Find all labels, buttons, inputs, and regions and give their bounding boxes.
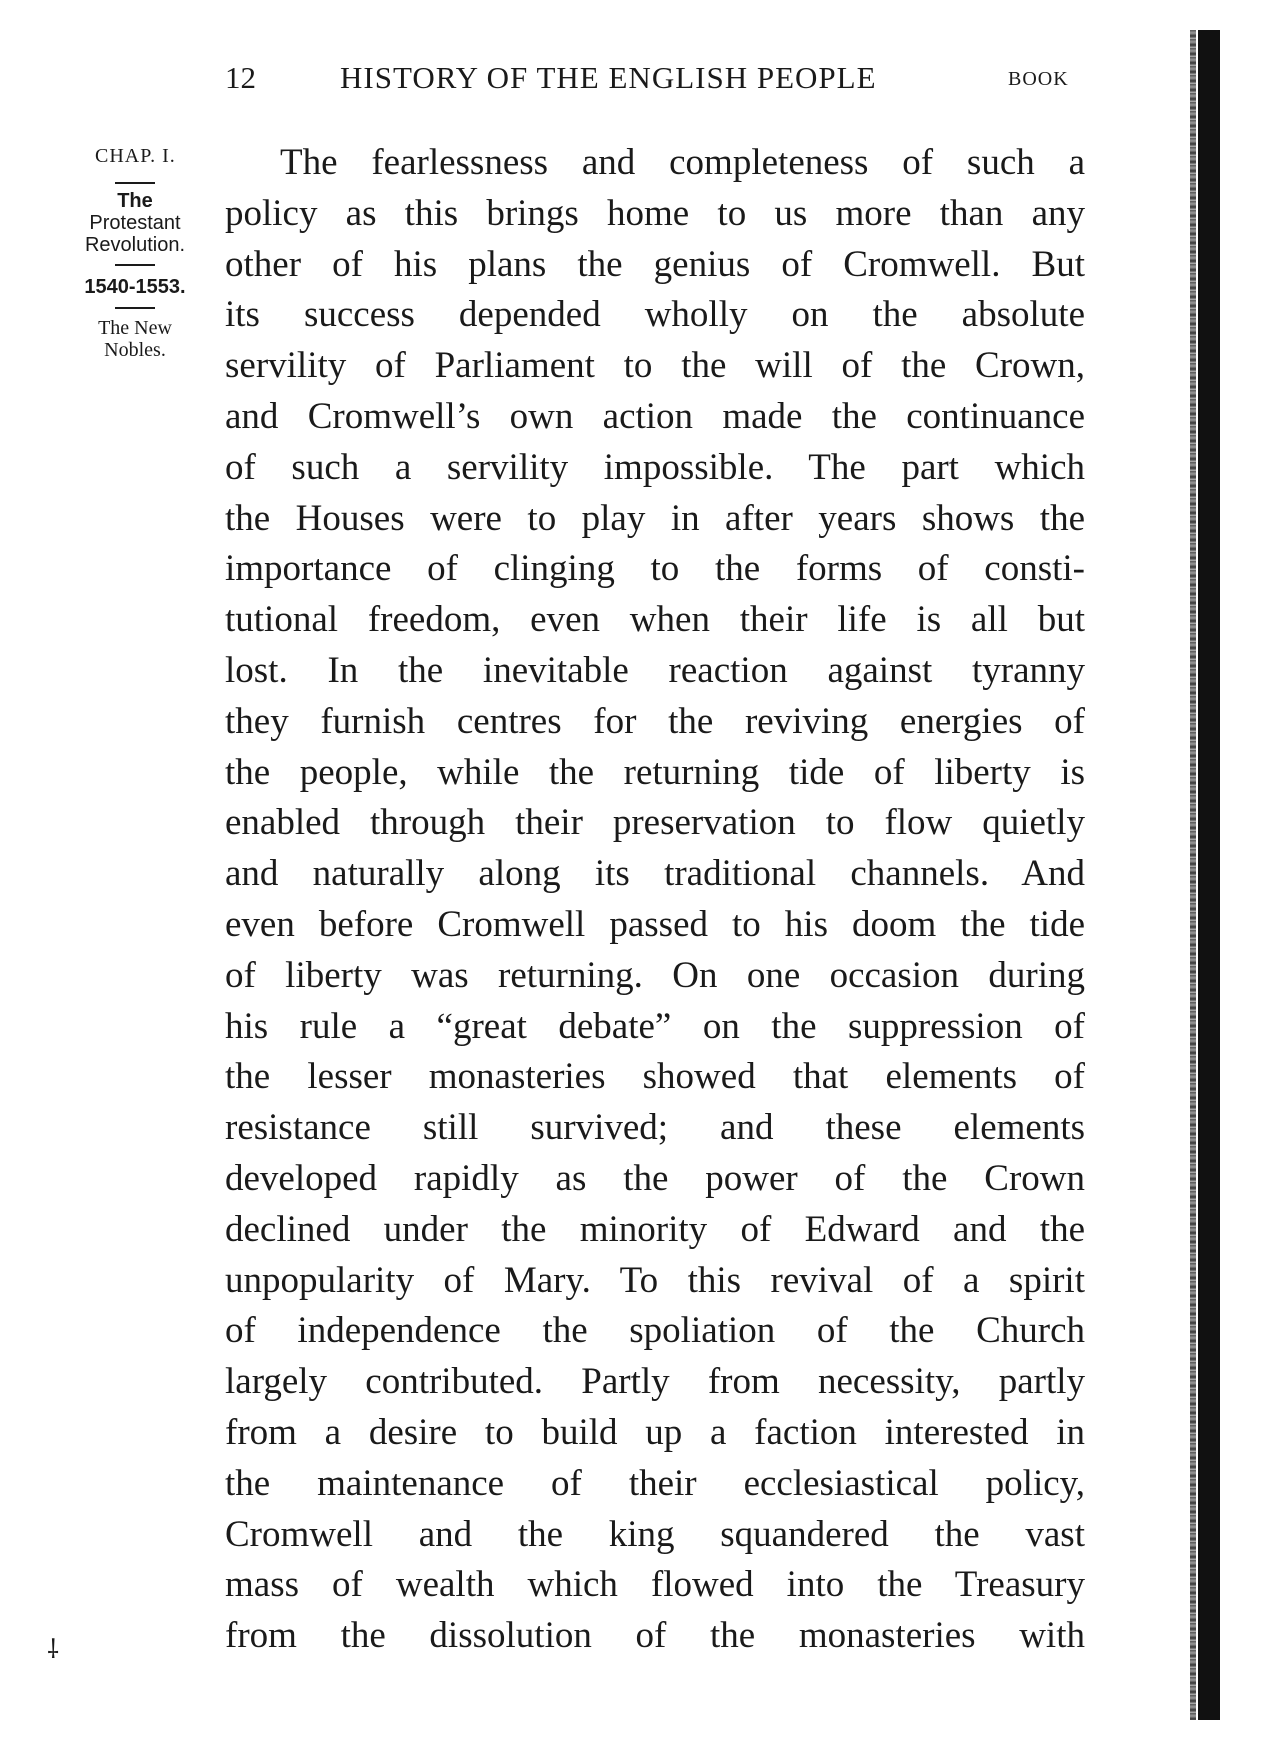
running-title: HISTORY OF THE ENGLISH PEOPLE	[340, 60, 877, 95]
text-line: resistance still survived; and these elements	[225, 1107, 1085, 1149]
text-line: lost. In the inevitable reaction against tyranny	[225, 649, 1085, 691]
subtopic-line: The New	[98, 317, 172, 339]
text-line: enabled through their preservation to flow quietly	[225, 802, 1085, 844]
text-line: servility of Parliament to the will of the Crown,	[225, 345, 1085, 387]
text-line: other of his plans the genius of Cromwell. But	[225, 243, 1085, 285]
text-line: the maintenance of their ecclesiastical policy,	[225, 1462, 1085, 1504]
text-line: of independence the spoliation of the Church	[225, 1310, 1085, 1352]
text-line: mass of wealth which flowed into the Treasury	[225, 1564, 1085, 1606]
text-line: they furnish centres for the reviving energies of	[225, 700, 1085, 742]
scan-edge-shadow	[1190, 30, 1196, 1720]
ink-mark: ⸸	[47, 1635, 60, 1665]
text-line: its success depended wholly on the absolute	[225, 294, 1085, 336]
section-label: BOOK	[1008, 68, 1069, 90]
text-line: The fearlessness and completeness of such a	[280, 142, 1085, 183]
text-line: tutional freedom, even when their life is all but	[225, 599, 1085, 641]
text-line: Cromwell and the king squandered the vast	[225, 1513, 1085, 1555]
text-line: from a desire to build up a faction interested in	[225, 1411, 1085, 1453]
text-line: and naturally along its traditional channels. And	[225, 853, 1085, 895]
text-line: and Cromwell’s own action made the continuance	[225, 395, 1085, 437]
date-range: 1540-1553.	[84, 276, 186, 298]
chapter-label: CHAP. I.	[95, 145, 176, 167]
topic-line: The	[117, 190, 153, 212]
text-line: importance of clinging to the forms of consti-	[225, 548, 1085, 590]
topic-note	[60, 190, 210, 256]
margin-notes	[60, 145, 210, 361]
subtopic-note	[60, 317, 210, 361]
page-number: 12	[225, 60, 256, 95]
topic-line: Protestant	[89, 212, 181, 234]
scan-edge	[1198, 30, 1220, 1720]
text-line: from the dissolution of the monasteries with	[225, 1615, 1085, 1657]
text-line: unpopularity of Mary. To this revival of a spirit	[225, 1259, 1085, 1301]
topic-line: Revolution.	[84, 234, 186, 256]
margin-rule	[115, 307, 155, 309]
text-line: the Houses were to play in after years shows the	[225, 497, 1085, 539]
margin-rule	[115, 182, 155, 184]
text-line: policy as this brings home to us more than any	[225, 192, 1085, 234]
text-line: largely contributed. Partly from necessity, partly	[225, 1361, 1085, 1403]
text-line: even before Cromwell passed to his doom the tide	[225, 903, 1085, 945]
text-line: of such a servility impossible. The part which	[225, 446, 1085, 488]
subtopic-line: Nobles.	[104, 339, 166, 361]
text-line: the people, while the returning tide of liberty is	[225, 751, 1085, 793]
text-line: developed rapidly as the power of the Crown	[225, 1157, 1085, 1199]
running-header	[0, 60, 1272, 100]
margin-rule	[115, 264, 155, 266]
text-line: declined under the minority of Edward and the	[225, 1208, 1085, 1250]
body-paragraph	[225, 138, 1085, 1662]
text-line: of liberty was returning. On one occasion during	[225, 954, 1085, 996]
text-line: his rule a “great debate” on the suppression of	[225, 1005, 1085, 1047]
text-line: the lesser monasteries showed that elements of	[225, 1056, 1085, 1098]
